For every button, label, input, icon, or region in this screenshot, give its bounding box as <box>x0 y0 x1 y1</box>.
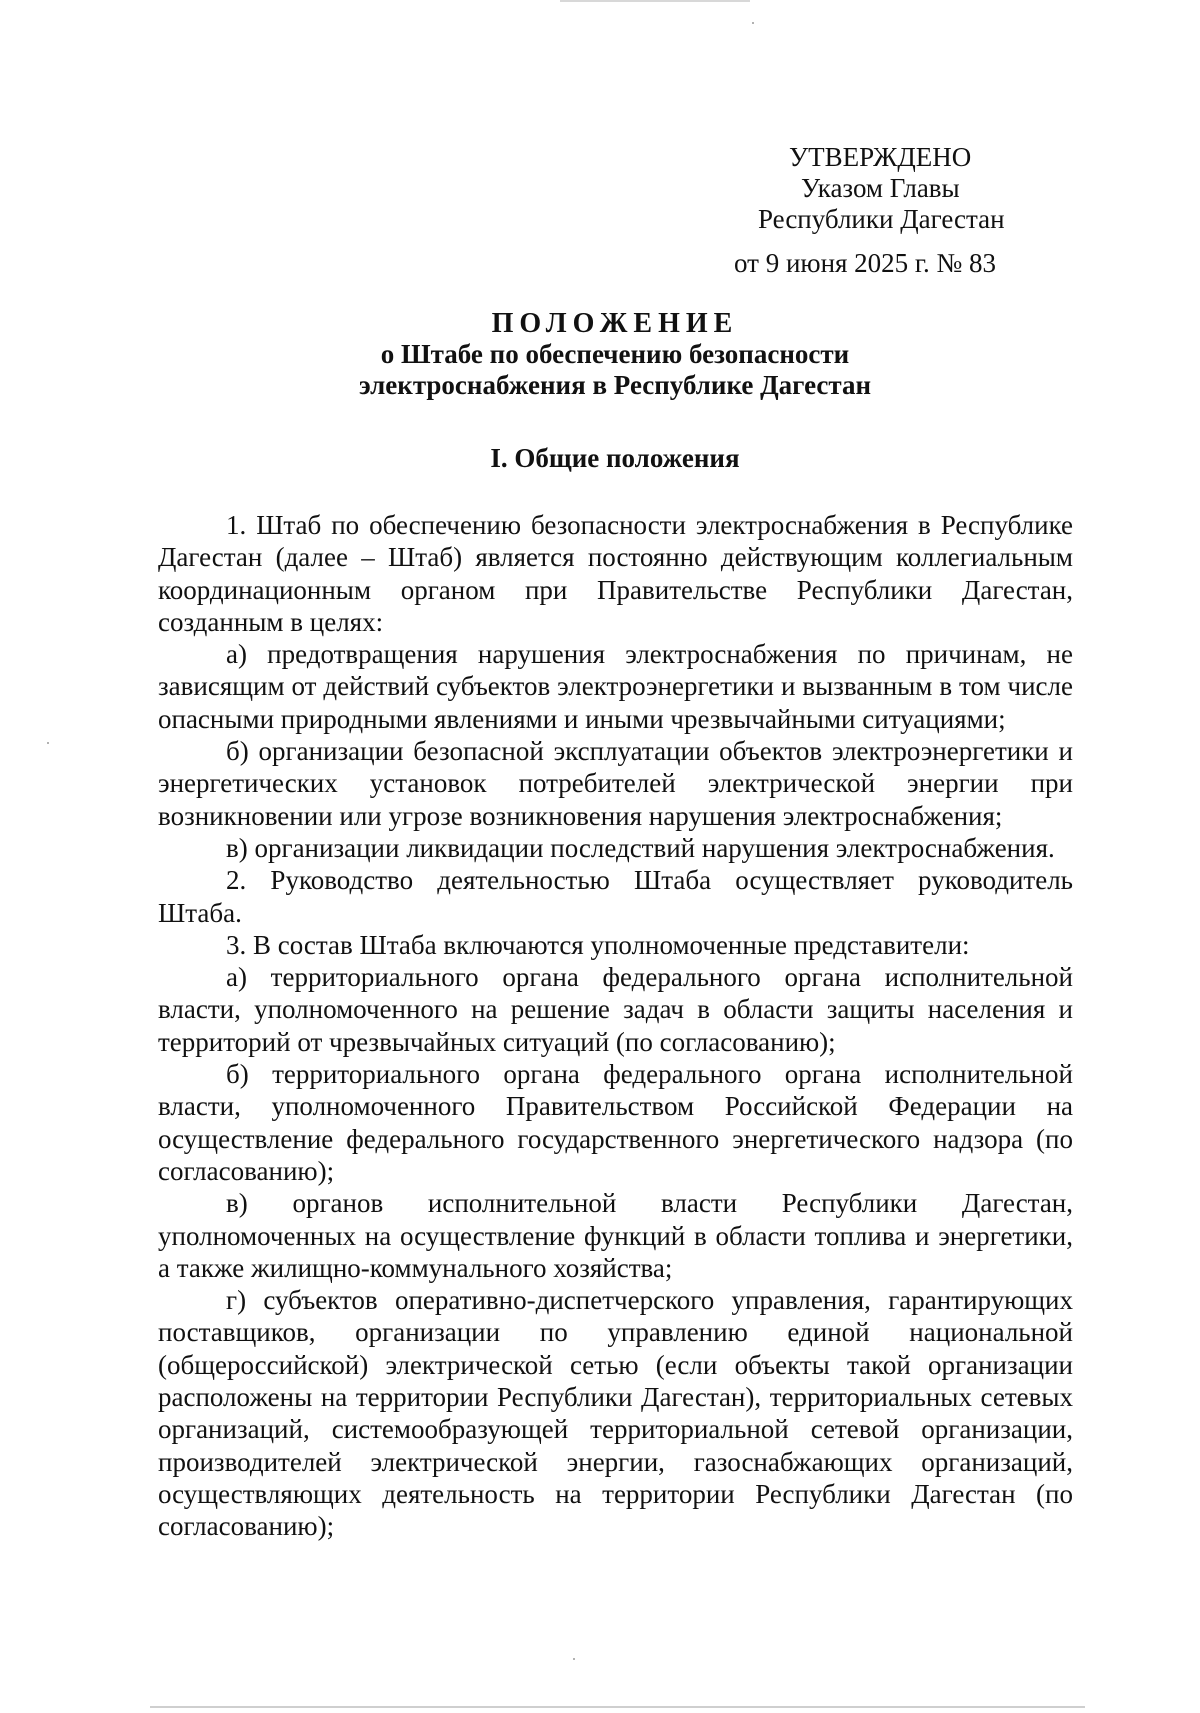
paragraph-3d: г) субъектов оперативно-диспетчерского управления, гарантирующих поставщиков, организации по управлению единой национальной (общероссийской) электрической сетью (если объекты такой организации расположены на территории Республики Дагестан), территориальных сетевых организаций, системообразующей территориальной сетевой организации, производителей электрической энергии, газоснабжающих организаций, осуществляющих деятельность на территории Республики Дагестан (по согласованию); <box>158 1285 1073 1542</box>
paragraph-3: 3. В состав Штаба включаются уполномоченные представители: <box>226 929 970 960</box>
paragraph-1b: б) организации безопасной эксплуатации объектов электроэнергетики и энергетических установок потребителей электрической энергии при возникновении или угрозе возникновения нарушения электроснабжения; <box>158 736 1073 831</box>
section-heading: I. Общие положения <box>490 443 740 473</box>
document-type: ПОЛОЖЕНИЕ <box>491 308 739 339</box>
scan-speck <box>573 1658 575 1660</box>
document-subtitle-line-1: о Штабе по обеспечению безопасности <box>380 339 850 369</box>
document-subtitle-line-2: электроснабжения в Республике Дагестан <box>358 370 872 400</box>
scan-artifact-top <box>560 0 750 2</box>
scan-artifact-bottom <box>150 1706 1085 1708</box>
scan-speck <box>752 22 754 24</box>
approval-line-decree: Указом Главы <box>801 173 960 203</box>
paragraph-3c: в) органов исполнительной власти Республики Дагестан, уполномоченных на осуществление функций в области топлива и энергетики, а также жилищно-коммунального хозяйства; <box>158 1188 1073 1283</box>
document-title <box>300 308 930 401</box>
approval-line-date-number: от 9 июня 2025 г. № 83 <box>734 248 996 278</box>
paragraph-1: 1. Штаб по обеспечению безопасности электроснабжения в Республике Дагестан (далее – Штаб) является постоянно действующим коллегиальным координационным органом при Правительстве Республики Дагестан, созданным в целях: <box>158 510 1073 637</box>
paragraph-1c: в) организации ликвидации последствий нарушения электроснабжения. <box>226 832 1055 863</box>
approval-line-approved: УТВЕРЖДЕНО <box>789 142 972 172</box>
paragraph-2: 2. Руководство деятельностью Штаба осуществляет руководитель Штаба. <box>158 865 1073 928</box>
paragraph-1a: а) предотвращения нарушения электроснабжения по причинам, не зависящим от действий субъектов электроэнергетики и вызванным в том числе опасными природными явлениями и иными чрезвычайными ситуациями; <box>158 639 1073 734</box>
document-body <box>158 509 1073 1543</box>
paragraph-3b: б) территориального органа федерального органа исполнительной власти, уполномоченного Правительством Российской Федерации на осуществление федерального государственного энергетического надзора (по согласованию); <box>158 1059 1073 1186</box>
scan-speck <box>47 742 49 744</box>
approval-line-republic: Республики Дагестан <box>758 204 1005 234</box>
approval-stamp <box>734 142 1060 279</box>
paragraph-3a: а) территориального органа федерального органа исполнительной власти, уполномоченного на решение задач в области защиты населения и территорий от чрезвычайных ситуаций (по согласованию); <box>158 962 1073 1057</box>
